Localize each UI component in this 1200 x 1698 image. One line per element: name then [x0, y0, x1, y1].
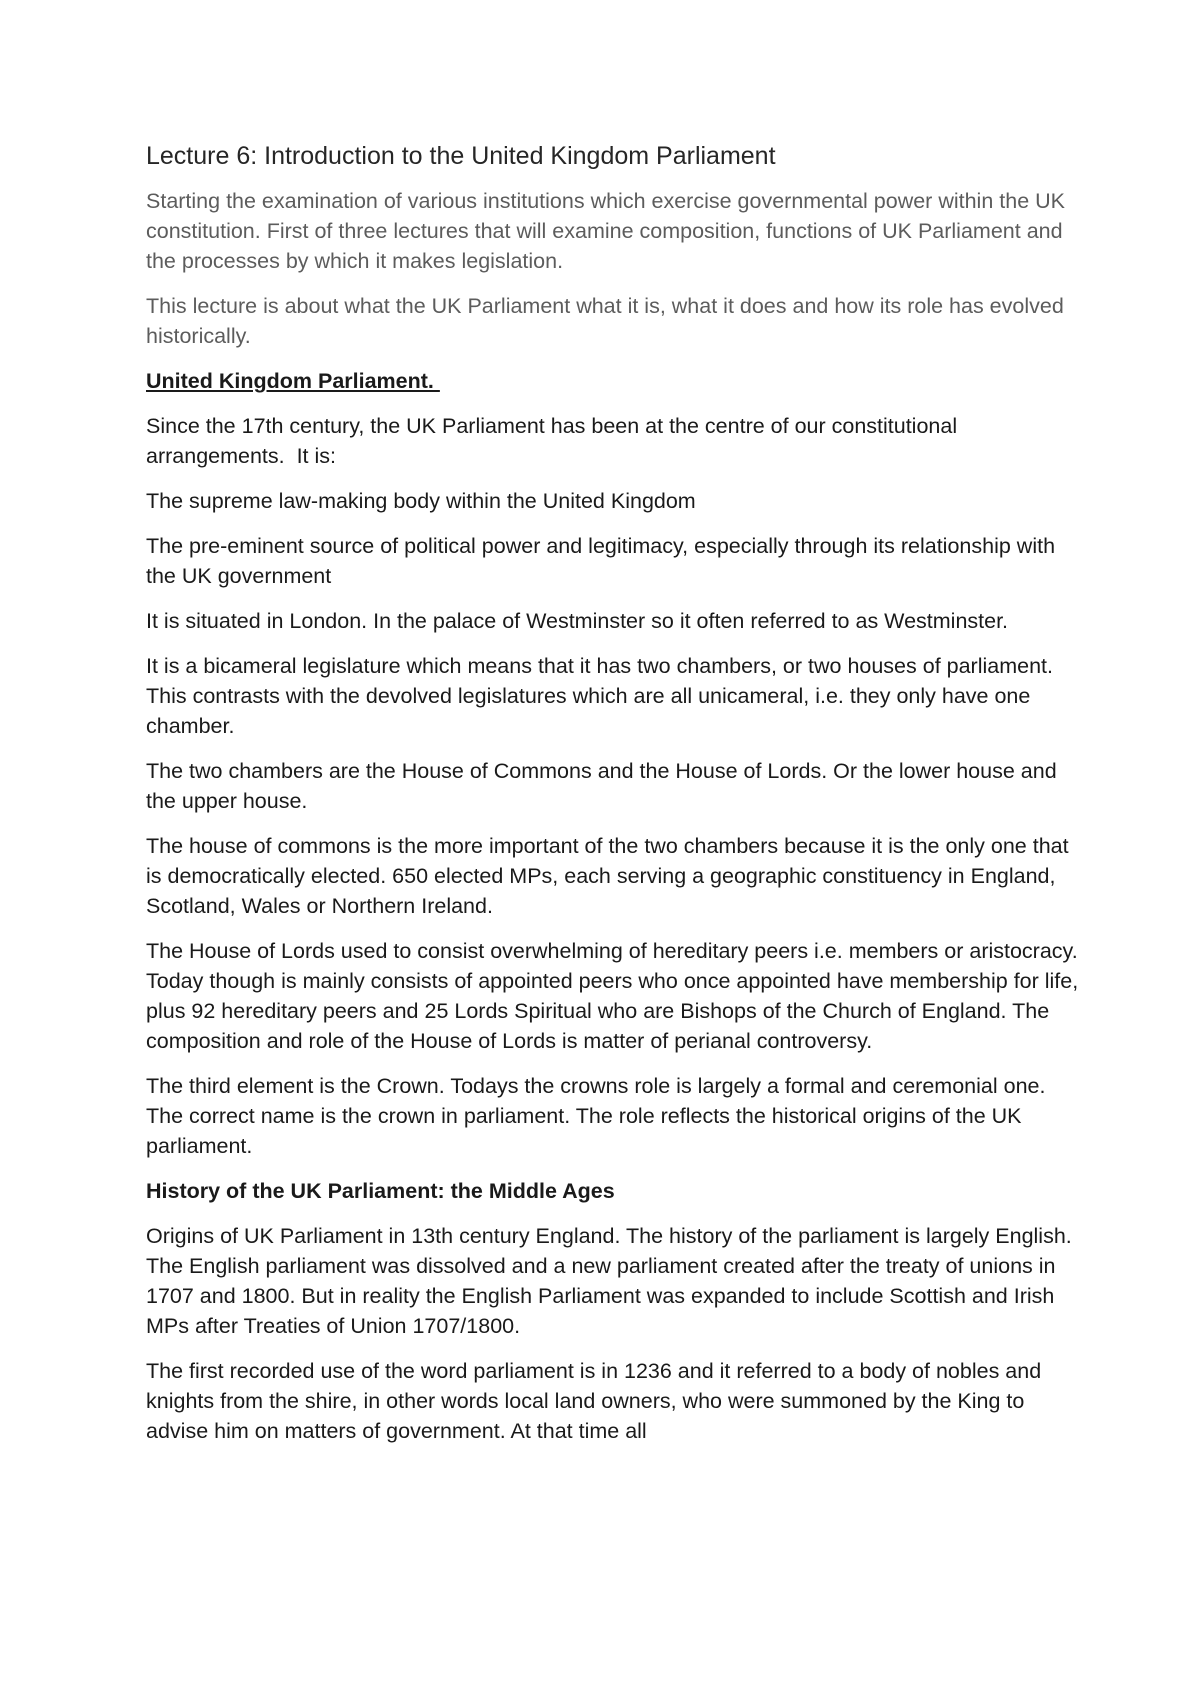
body-paragraph: The house of commons is the more important of the two chambers because it is the only one that is democratically elected. 650 elected MPs, each serving a geographic constituency in England, Scotland, Wales or Northern Ireland.: [146, 834, 1075, 918]
intro-paragraph-2: This lecture is about what the UK Parliament what it is, what it does and how its role has evolved historically.: [146, 294, 1064, 348]
body-paragraph: The House of Lords used to consist overwhelming of hereditary peers i.e. members or aristocracy. Today though is mainly consists of appointed peers who once appointed have membership for life, plus 92 hereditary peers and 25 Lords Spiritual who are Bishops of the Church of England. The composition and role of the House of Lords is matter of perianal controversy.: [146, 939, 1085, 1053]
body-paragraph: It is a bicameral legislature which means that it has two chambers, or two houses of parliament. This contrasts with the devolved legislatures which are all unicameral, i.e. they only have one chamber.: [146, 654, 1059, 738]
document-title: Lecture 6: Introduction to the United Kingdom Parliament: [146, 142, 776, 170]
section-heading-history: History of the UK Parliament: the Middle Ages: [146, 1179, 615, 1203]
body-paragraph: The third element is the Crown. Todays the crowns role is largely a formal and ceremonial one. The correct name is the crown in parliament. The role reflects the historical origins of the UK parliament.: [146, 1074, 1052, 1158]
body-paragraph: Origins of UK Parliament in 13th century England. The history of the parliament is largely English. The English parliament was dissolved and a new parliament created after the treaty of unions in 1707 and 1800. But in reality the English Parliament was expanded to include Scottish and Irish MPs after Treaties of Union 1707/1800.: [146, 1224, 1078, 1338]
document-page: [146, 140, 1086, 1461]
body-paragraph: The pre-eminent source of political power and legitimacy, especially through its relationship with the UK government: [146, 534, 1062, 588]
body-paragraph: It is situated in London. In the palace of Westminster so it often referred to as Westminster.: [146, 609, 1009, 633]
body-paragraph: The two chambers are the House of Commons and the House of Lords. Or the lower house and the upper house.: [146, 759, 1063, 813]
body-paragraph: The first recorded use of the word parliament is in 1236 and it referred to a body of nobles and knights from the shire, in other words local land owners, who were summoned by the King to advise him on matters of government. At that time all: [146, 1359, 1048, 1443]
body-paragraph: Since the 17th century, the UK Parliament has been at the centre of our constitutional arrangements. It is:: [146, 414, 964, 468]
section-heading-uk-parliament: United Kingdom Parliament.: [146, 369, 440, 393]
body-paragraph: The supreme law-making body within the United Kingdom: [146, 489, 696, 513]
intro-paragraph-1: Starting the examination of various institutions which exercise governmental power within the UK constitution. First of three lectures that will examine composition, functions of UK Parliament and the processes by which it makes legislation.: [146, 189, 1065, 273]
